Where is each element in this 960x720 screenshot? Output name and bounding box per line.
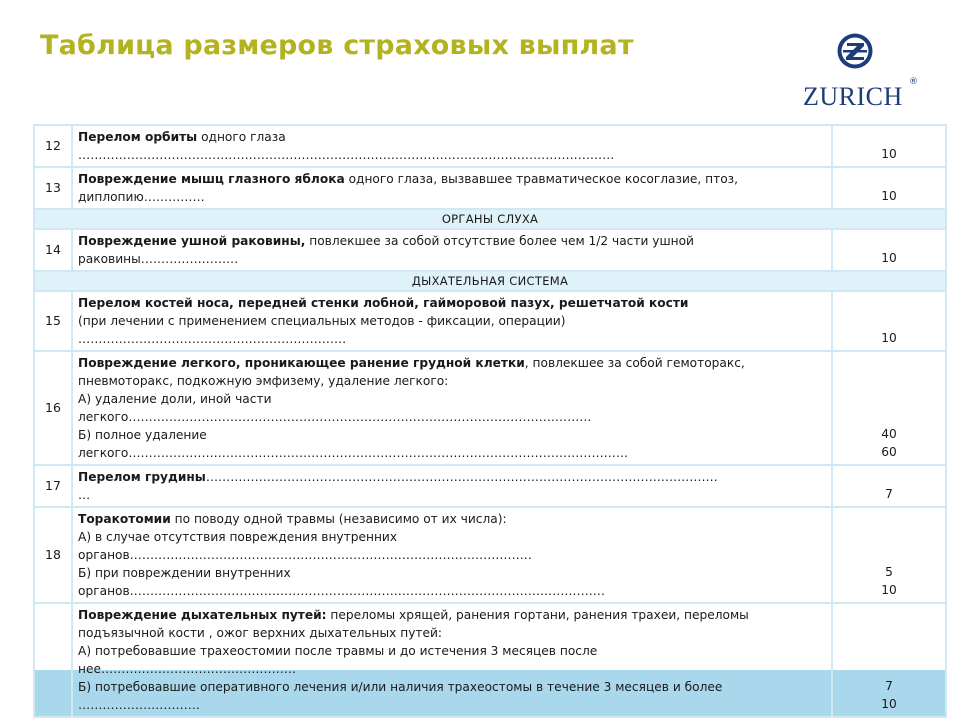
zurich-logo xyxy=(800,30,925,114)
logo-wordmark: ZURICH xyxy=(803,82,903,111)
payout-value: 10 xyxy=(881,147,897,161)
description-line xyxy=(78,372,826,390)
payout-value: 5 xyxy=(885,565,893,579)
description-text: одного глаза xyxy=(197,130,286,144)
description-text: А) потребовавшие трахеостомии после травмы и до истечения 3 месяцев после xyxy=(78,644,598,658)
table-row xyxy=(34,167,946,209)
payout-percent xyxy=(832,167,946,209)
table-row xyxy=(34,603,946,717)
description-line xyxy=(78,444,826,462)
injury-description xyxy=(72,351,832,465)
description-line xyxy=(78,510,826,528)
payout-percent xyxy=(832,351,946,465)
description-text: Б) потребовавшие оперативного лечения и/или наличия трахеостомы в течение 3 месяцев и более xyxy=(78,680,723,694)
description-text: , повлекшее за собой гемоторакс, xyxy=(524,356,745,370)
description-line xyxy=(78,128,826,146)
description-line xyxy=(78,170,826,188)
injury-name: Повреждение дыхательных путей: xyxy=(78,608,327,622)
row-number: 18 xyxy=(34,507,72,603)
description-text: … xyxy=(78,488,91,502)
description-line xyxy=(78,624,826,642)
payout-value: 10 xyxy=(881,251,897,265)
table-row xyxy=(34,351,946,465)
table-row xyxy=(34,291,946,351)
description-text: Б) полное удаление xyxy=(78,428,207,442)
description-text: ……………………………………………………………………………………………………………… xyxy=(205,470,718,484)
description-line xyxy=(78,660,826,678)
description-line xyxy=(78,146,826,164)
description-text: Б) при повреждении внутренних xyxy=(78,566,291,580)
description-text: легкого…………………………………………………………………………………………………………… xyxy=(78,446,629,460)
payout-value: 10 xyxy=(881,189,897,203)
description-text: органов……………………………………………………………………………………… xyxy=(78,548,532,562)
description-text: переломы хрящей, ранения гортани, ранения трахеи, переломы xyxy=(326,608,749,622)
injury-description xyxy=(72,229,832,271)
description-line xyxy=(78,330,826,348)
injury-name: Повреждение ушной раковины, xyxy=(78,234,306,248)
section-row xyxy=(34,209,946,229)
registered-mark: ® xyxy=(909,77,918,87)
description-text: одного глаза, вызвавшее травматическое косоглазие, птоз, xyxy=(344,172,739,186)
payout-percent xyxy=(832,465,946,507)
row-number: 13 xyxy=(34,167,72,209)
injury-name: Торакотомии xyxy=(78,512,171,526)
injury-name: Перелом костей носа, передней стенки лобной, гайморовой пазух, решетчатой кости xyxy=(78,296,689,310)
row-number: 17 xyxy=(34,465,72,507)
payout-table xyxy=(33,124,947,718)
page-title: Таблица размеров страховых выплат xyxy=(40,30,634,61)
injury-name: Перелом орбиты xyxy=(78,130,198,144)
injury-description xyxy=(72,507,832,603)
injury-description xyxy=(72,465,832,507)
description-text: пневмоторакс, подкожную эмфизему, удаление легкого: xyxy=(78,374,449,388)
payout-percent xyxy=(832,603,946,717)
payout-table-container xyxy=(33,124,945,716)
payout-value: 7 xyxy=(885,679,893,693)
row-number: 16 xyxy=(34,351,72,465)
description-text: А) в случае отсутствия повреждения внутренних xyxy=(78,530,398,544)
payout-value: 60 xyxy=(881,445,897,459)
description-line xyxy=(78,546,826,564)
description-text: легкого…………………………………………………………………………………………………… xyxy=(78,410,592,424)
description-line xyxy=(78,468,826,486)
payout-value: 40 xyxy=(881,427,897,441)
row-number xyxy=(34,603,72,717)
payout-table-body xyxy=(34,125,946,717)
payout-percent xyxy=(832,507,946,603)
row-number: 12 xyxy=(34,125,72,167)
description-line xyxy=(78,564,826,582)
description-text: повлекшее за собой отсутствие более чем 1/2 части ушной xyxy=(305,234,694,248)
description-text: (при лечении с применением специальных методов - фиксации, операции) xyxy=(78,314,566,328)
row-number: 14 xyxy=(34,229,72,271)
description-text: А) удаление доли, иной части xyxy=(78,392,272,406)
table-row xyxy=(34,507,946,603)
description-line xyxy=(78,294,826,312)
description-line xyxy=(78,486,826,504)
payout-percent xyxy=(832,125,946,167)
table-row xyxy=(34,229,946,271)
description-line xyxy=(78,354,826,372)
description-line xyxy=(78,390,826,408)
description-text: ………………………… xyxy=(78,698,200,712)
payout-value: 10 xyxy=(881,697,897,711)
table-row xyxy=(34,125,946,167)
description-text: по поводу одной травмы (независимо от их числа): xyxy=(170,512,507,526)
payout-percent xyxy=(832,229,946,271)
description-line xyxy=(78,582,826,600)
description-text: раковины…………………… xyxy=(78,252,239,266)
injury-description xyxy=(72,167,832,209)
zurich-logo-mark xyxy=(800,30,925,80)
section-row xyxy=(34,271,946,291)
injury-name: Повреждение легкого, проникающее ранение грудной клетки xyxy=(78,356,525,370)
description-line xyxy=(78,408,826,426)
description-text: подъязычной кости , ожог верхних дыхательных путей: xyxy=(78,626,443,640)
table-row xyxy=(34,465,946,507)
section-heading: ОРГАНЫ СЛУХА xyxy=(34,209,946,229)
description-line xyxy=(78,312,826,330)
description-text: органов……………………………………………………………………………………………………… xyxy=(78,584,605,598)
payout-value: 7 xyxy=(885,487,893,501)
description-line xyxy=(78,606,826,624)
description-line xyxy=(78,696,826,714)
injury-description xyxy=(72,291,832,351)
payout-value: 10 xyxy=(881,583,897,597)
description-line xyxy=(78,426,826,444)
description-text: диплопию…………… xyxy=(78,190,205,204)
injury-description xyxy=(72,125,832,167)
section-heading: ДЫХАТЕЛЬНАЯ СИСТЕМА xyxy=(34,271,946,291)
description-text: ………………………………………………………… xyxy=(78,332,347,346)
description-line xyxy=(78,678,826,696)
description-line xyxy=(78,528,826,546)
description-line xyxy=(78,642,826,660)
description-text: нее………………………………………… xyxy=(78,662,296,676)
description-line xyxy=(78,188,826,206)
description-line xyxy=(78,232,826,250)
payout-value: 10 xyxy=(881,331,897,345)
payout-percent xyxy=(832,291,946,351)
injury-name: Перелом грудины xyxy=(78,470,206,484)
description-line xyxy=(78,250,826,268)
row-number: 15 xyxy=(34,291,72,351)
injury-description xyxy=(72,603,832,717)
description-text: …………………………………………………………………………………………………………………… xyxy=(78,148,615,162)
injury-name: Повреждение мышц глазного яблока xyxy=(78,172,345,186)
